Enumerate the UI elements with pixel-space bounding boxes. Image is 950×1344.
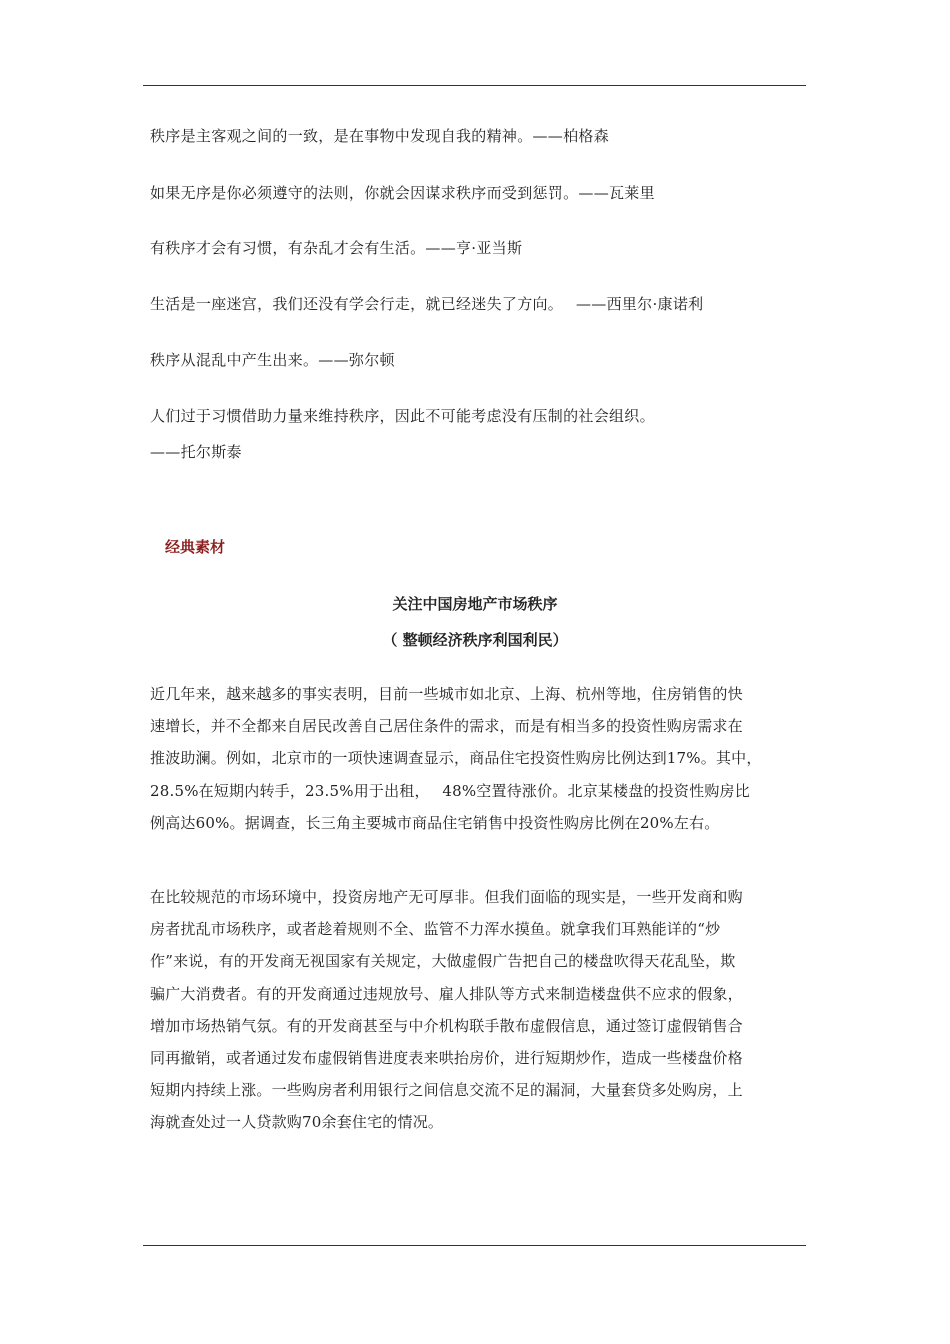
paragraph-line: 28.5%在短期内转手，23.5%用于出租， 48%空置待涨价。北京某楼盘的投资性购房比: [150, 781, 750, 800]
header-rule: [143, 85, 806, 86]
paragraph-line: 推波助澜。例如，北京市的一项快速调查显示，商品住宅投资性购房比例达到17%。其中，: [150, 749, 762, 768]
paragraph-line: 近几年来，越来越多的事实表明，目前一些城市如北京、上海、杭州等地，住房销售的快: [150, 685, 743, 703]
article-paragraph-1: [150, 678, 810, 839]
paragraph-line: 海就查处过一人贷款购70余套住宅的情况。: [150, 1113, 444, 1132]
section-label: 经典素材: [165, 538, 226, 556]
paragraph-line: 短期内持续上涨。一些购房者利用银行之间信息交流不足的漏洞，大量套贷多处购房，上: [150, 1081, 743, 1100]
paragraph-line: 骗广大消费者。有的开发商通过违规放号、雇人排队等方式来制造楼盘供不应求的假象，: [150, 984, 743, 1003]
paragraph-line: 增加市场热销气氛。有的开发商甚至与中介机构联手散布虚假信息，通过签订虚假销售合: [150, 1016, 743, 1035]
quote-bergson: 秩序是主客观之间的一致，是在事物中发现自我的精神。——柏格森: [150, 127, 610, 145]
footer-rule: [143, 1245, 806, 1246]
quote-tolstoy: 人们过于习惯借助力量来维持秩序，因此不可能考虑没有压制的社会组织。: [150, 407, 655, 425]
paragraph-line: 作”来说，有的开发商无视国家有关规定，大做虚假广告把自己的楼盘吹得天花乱坠，欺: [150, 952, 736, 971]
paragraph-line: 在比较规范的市场环境中，投资房地产无可厚非。但我们面临的现实是，一些开发商和购: [150, 888, 743, 906]
article-subtitle: （ 整顿经济秩序利国利民）: [382, 631, 568, 649]
paragraph-line: 例高达60%。据调查，长三角主要城市商品住宅销售中投资性购房比例在20%左右。: [150, 813, 720, 832]
quote-milton: 秩序从混乱中产生出来。——弥尔顿: [150, 351, 395, 369]
quote-adams: 有秩序才会有习惯，有杂乱才会有生活。——亨·亚当斯: [150, 239, 523, 257]
paragraph-line: 房者扰乱市场秩序，或者趁着规则不全、监管不力浑水摸鱼。就拿我们耳熟能详的“炒: [150, 920, 721, 939]
quote-connolly: 生活是一座迷宫，我们还没有学会行走，就已经迷失了方向。 ——西里尔·康诺利: [150, 295, 704, 313]
paragraph-line: 同再撤销，或者通过发布虚假销售进度表来哄抬房价，进行短期炒作，造成一些楼盘价格: [150, 1049, 743, 1068]
article-title: 关注中国房地产市场秩序: [392, 595, 558, 613]
article-paragraph-2: [150, 881, 810, 1139]
paragraph-line: 速增长，并不全都来自居民改善自己居住条件的需求，而是有相当多的投资性购房需求在: [150, 717, 743, 736]
quote-tolstoy-attribution: ——托尔斯泰: [150, 443, 242, 461]
quote-valery: 如果无序是你必须遵守的法则，你就会因谋求秩序而受到惩罚。——瓦莱里: [150, 184, 655, 202]
